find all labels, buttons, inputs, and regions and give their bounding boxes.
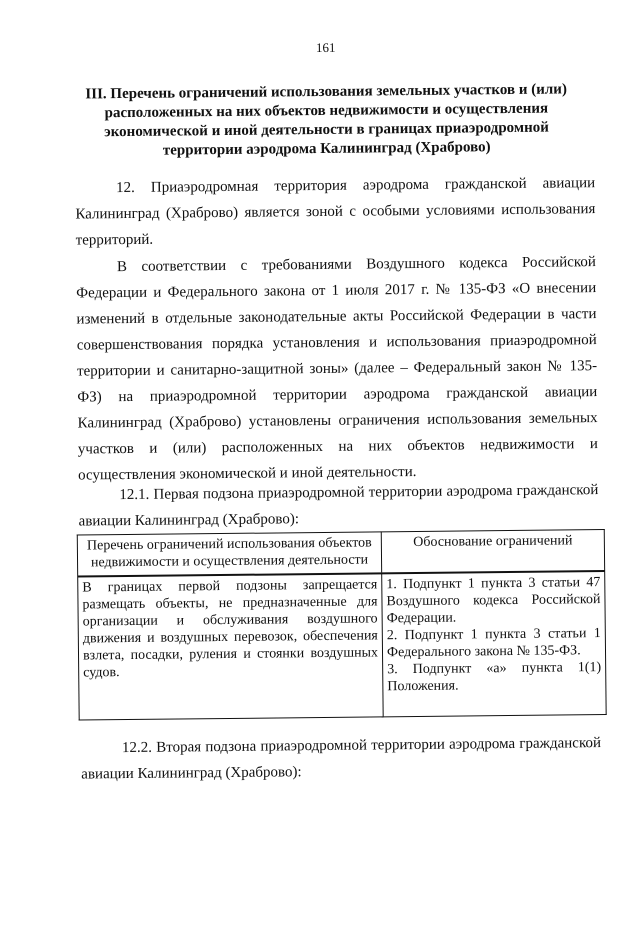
basis-item-1: 1. Подпункт 1 пункта 3 статьи 47 Воздушного кодекса Российской Федерации. [386,575,601,627]
section-title: III. Перечень ограничений использования земельных участков и (или) расположенных на них объектов недвижимости и осуществления экономической и иной деятельности в границах приаэродромной территории аэродрома Калининград (Храброво) [85,81,567,159]
basis-item-2: 2. Подпункт 1 пункта 3 статьи 1 Федерального закона № 135-ФЗ. [386,626,601,661]
paragraph-12-1: 12.1. Первая подзона приаэродромной территории аэродрома гражданской авиации Калининград (Храброво): [78,482,599,530]
table-row [78,571,606,720]
basis-cell [382,571,606,717]
table-header-restrictions: Перечень ограничений использования объектов недвижимости и осуществления деятельности [77,532,381,577]
restrictions-table [77,529,607,721]
table-header-row [77,530,604,577]
paragraph-legal-basis: В соответствии с требованиями Воздушного кодекса Российской Федерации и Федерального закона от 1 июля 2017 г. № 135-ФЗ «О внесении изменений в отдельные законодательные акты Российской Федерации в части совершенствования порядка установления и использования приаэродромной территории и санитарно-защитной зоны» (далее – Федеральный закон № 135-ФЗ) на приаэродромной территории аэродрома гражданской авиации Калининград (Храброво) установлены ограничения использования земельных участков и (или) расположенных на них объектов недвижимости и осуществления экономической и иной деятельности. [76,254,598,484]
basis-item-3: 3. Подпункт «а» пункта 1(1) Положения. [387,660,602,695]
paragraph-12: 12. Приаэродромная территория аэродрома гражданской авиации Калининград (Храброво) является зоной с особыми условиями использования территорий. [75,175,596,249]
page-number: 161 [315,39,336,56]
restriction-cell: В границах первой подзоны запрещается размещать объекты, не предназначенные для организации и обслуживания воздушного движения и воздушных перевозок, обеспечения взлета, посадки, руления и стоянки воздушных судов. [78,573,383,720]
paragraph-12-2: 12.2. Вторая подзона приаэродромной территории аэродрома гражданской авиации Калининград (Храброво): [81,735,602,783]
table-header-basis: Обоснование ограничений [381,530,604,574]
